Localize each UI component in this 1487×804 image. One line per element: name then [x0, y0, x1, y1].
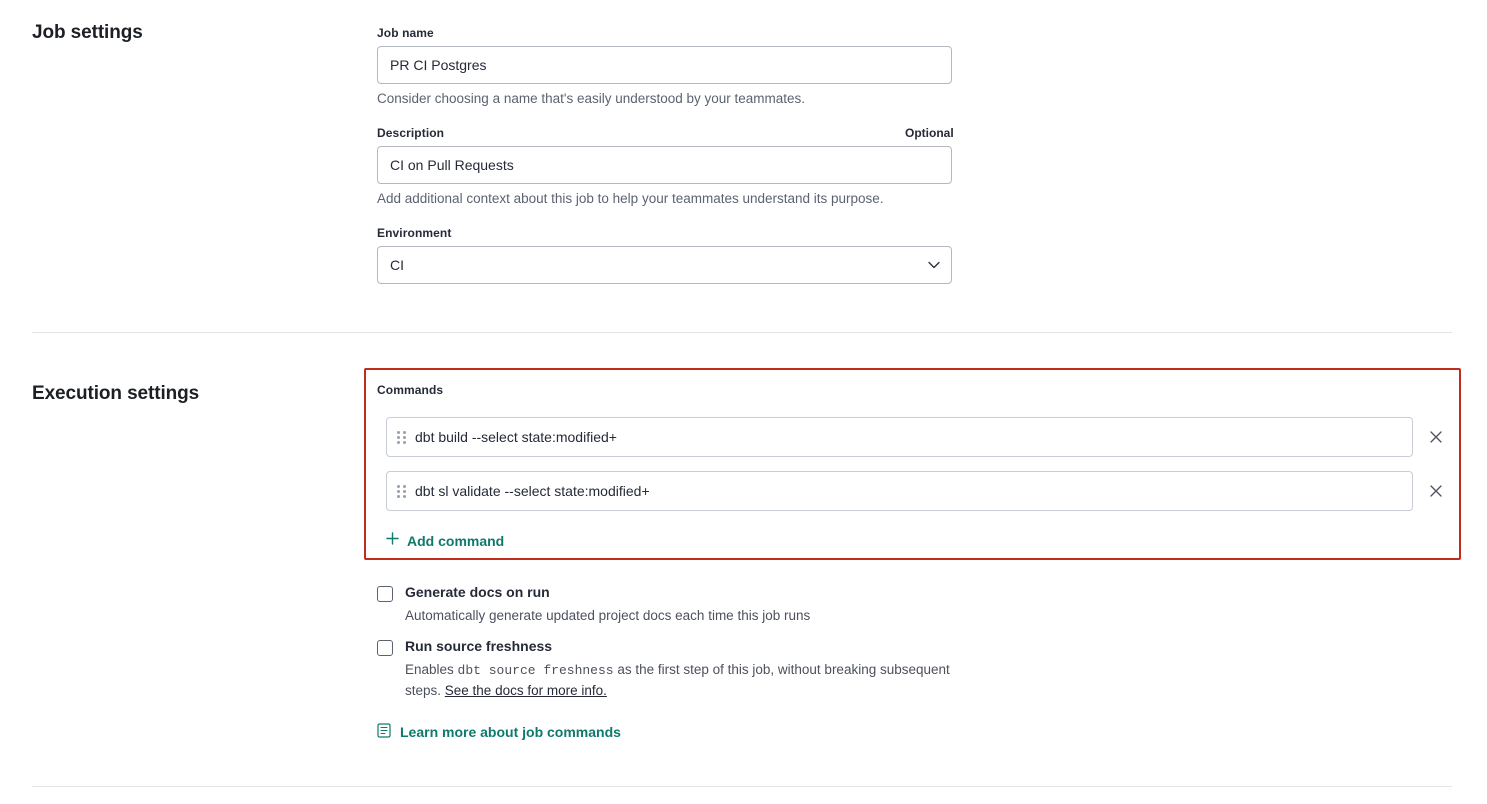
commands-label: Commands [377, 383, 444, 397]
freshness-desc-pre: Enables [405, 662, 458, 677]
run-source-freshness-checkbox[interactable] [377, 640, 393, 656]
add-command-label: Add command [407, 532, 505, 549]
execution-settings-title: Execution settings [32, 383, 200, 404]
command-row [386, 417, 1451, 457]
command-input[interactable] [415, 472, 1412, 510]
environment-label: Environment [377, 226, 452, 240]
drag-handle-icon[interactable] [387, 431, 415, 444]
drag-handle-icon[interactable] [387, 485, 415, 498]
description-optional-label: Optional [905, 126, 954, 140]
page-title: Job settings [32, 22, 143, 43]
job-name-helper: Consider choosing a name that's easily understood by your teammates. [377, 91, 806, 106]
commands-highlight-box [364, 368, 1461, 560]
run-source-freshness-title: Run source freshness [405, 638, 553, 654]
description-helper: Add additional context about this job to help your teammates understand its purpose. [377, 191, 884, 206]
command-input-wrap [386, 471, 1413, 511]
book-icon [377, 723, 391, 741]
freshness-desc-code: dbt source freshness [457, 663, 614, 678]
learn-more-label: Learn more about job commands [400, 724, 621, 740]
generate-docs-title: Generate docs on run [405, 584, 550, 600]
command-input[interactable] [415, 418, 1412, 456]
environment-select-wrap [377, 246, 952, 284]
section-divider [32, 332, 1452, 333]
close-icon[interactable] [1421, 476, 1451, 506]
job-name-input[interactable] [377, 46, 952, 84]
freshness-docs-link[interactable]: See the docs for more info. [444, 682, 607, 698]
freshness-desc-mid: as the first step of this job, without breaking subsequent steps. [405, 662, 950, 698]
add-command-button[interactable] [386, 532, 504, 549]
command-row [386, 471, 1451, 511]
generate-docs-description: Automatically generate updated project docs each time this job runs [405, 608, 811, 623]
command-input-wrap [386, 417, 1413, 457]
generate-docs-checkbox[interactable] [377, 586, 393, 602]
run-source-freshness-description [405, 660, 985, 701]
job-name-label: Job name [377, 26, 434, 40]
close-icon[interactable] [1421, 422, 1451, 452]
environment-select[interactable] [377, 246, 952, 284]
learn-more-link[interactable] [377, 723, 621, 741]
description-input[interactable] [377, 146, 952, 184]
plus-icon [386, 532, 399, 549]
bottom-divider [32, 786, 1452, 787]
description-label: Description [377, 126, 445, 140]
